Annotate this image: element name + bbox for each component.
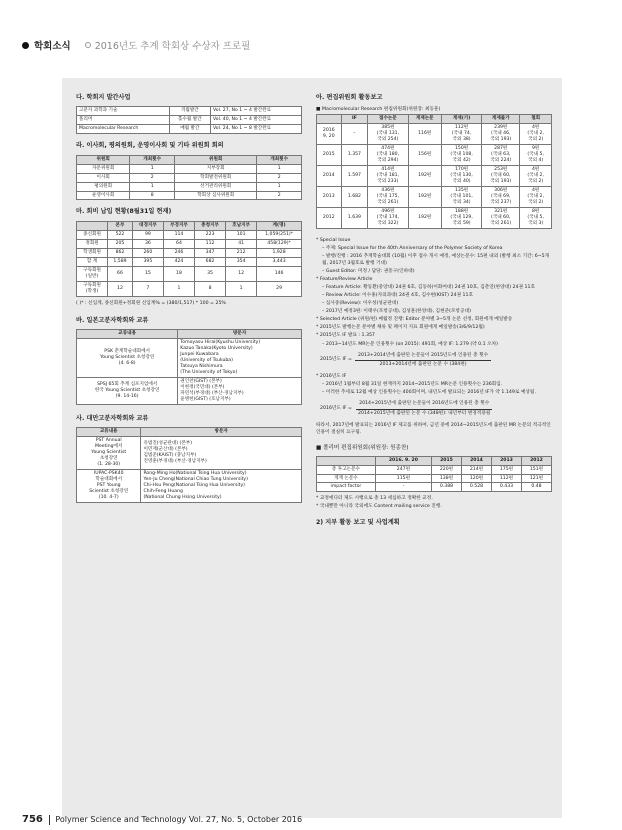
table-cell: 학회발전위원회: [175, 173, 257, 182]
table-cell: 2: [130, 173, 175, 182]
formula-2015: 2015년도 IF = 2013+2014년에 출판된 논문들이 2015년도에 인용된 총 횟수 2013+2014년에 출판된 논문 수 (384편): [320, 352, 552, 370]
notes-1: [316, 237, 552, 348]
note-line: – 2017년 예정3편: 이태우(포항공대), 김성훈(한양대), 김현준(포항공대): [322, 309, 471, 315]
table-header-cell: 방문자: [141, 427, 302, 436]
left-column: [76, 94, 302, 511]
table-cell: 고분자 과학과 기술: [77, 107, 170, 116]
table-taiwan: [76, 427, 302, 503]
table-cell: 150편 (국내 108, 국외 42): [441, 145, 481, 166]
table-row: [77, 469, 302, 502]
heading-dues: 마. 회비 납입 현황(8월31일 현재): [76, 208, 172, 216]
table-cell: 1: [226, 281, 257, 296]
table-cell: 폴리머: [77, 116, 170, 125]
table-cell: 321편 (국내 60, 국외 261): [482, 208, 520, 229]
table-row: [317, 465, 552, 474]
table-header-cell: 철회: [520, 115, 552, 124]
table-dues: [76, 221, 302, 297]
table-cell: 매월 발간: [169, 125, 210, 134]
table-cell: 138편: [431, 474, 461, 483]
editorial-subtitle: ■ Macromolecular Research 편집위원회(위원장: 최동훈): [316, 107, 441, 113]
table-header-cell: 부경지부: [163, 221, 194, 230]
table-cell: 1,059(251)*: [257, 230, 302, 239]
table-header-row: [77, 329, 302, 338]
table-cell: 135편 (국내 101, 국외 34): [441, 187, 481, 208]
table-cell: 1.357: [341, 145, 368, 166]
table-editorial: [316, 114, 552, 229]
note-line: – 2013~14년도 MR논문 인용횟수 (on 2015): 491회, 예상 IF: 1.279 (약 0.1 오차): [322, 341, 499, 347]
formula-2016: 2016년도 IF = 2014+2015년에 출판된 논문들이 2016년도에 인용된 총 횟수 2014+2015년에 출판된 논문 수 (348편): 내년부터 변경적용될: [320, 401, 491, 416]
table-header-cell: 교류내용: [77, 329, 178, 338]
table-cell: 121편: [521, 474, 551, 483]
table-cell: 212: [226, 248, 257, 257]
note-line: * Feature/Review Article: [316, 277, 373, 283]
table-cell: 2016 9, 20: [317, 124, 342, 145]
table-row: [317, 187, 552, 208]
heading-branch: 2) 지부 활동 보고 및 사업계획: [316, 518, 400, 526]
table-row: [77, 266, 302, 281]
table-cell: 246: [163, 248, 194, 257]
note-line: – Guest Editor: 미정 / 담당: 권흥구(인하대): [322, 269, 415, 275]
table-cell: 이사회: [77, 173, 130, 182]
table-row: [77, 116, 302, 125]
table-cell: 36: [132, 239, 163, 248]
table-cell: Vol. 40, No 1 ~ 4 발간완료: [210, 116, 301, 125]
table-cell: 15: [132, 266, 163, 281]
table-cell: 247편: [375, 465, 431, 474]
table-cell: 선거관리위원회: [175, 182, 257, 191]
note-line: – 이러한 추세로 12월 예상 인용횟수는 400회이며, 내년도에 발표되는 2016년 IF가 약 1.149로 예상됨.: [322, 390, 536, 396]
table-cell: 평의원회: [77, 182, 130, 191]
table-row: [77, 377, 302, 404]
table-row: [77, 239, 302, 248]
note-line: * 국내뿐만 아니라 국외에도 Content mailing service 진행.: [316, 504, 442, 510]
table-cell: 522: [108, 230, 133, 239]
table-header-cell: 교류내용: [77, 427, 141, 436]
notes-2: [316, 373, 552, 396]
table-cell: Tomoyasu Hirai(Kyushu University) Kazuo Tanaka(Kyoto University) Junpei Kuwabara (University of Tsukuba) Tatsuya Nishimura (The University of Tokyo): [178, 338, 302, 377]
table-cell: 학생회원: [77, 248, 108, 257]
table-cell: 권인찬(GIST) (본부) 이현정(국민대) (본부) 파민석(부경대) (부산·경남지부) 윤병헌(GIST) (호남지부): [178, 377, 302, 404]
table-cell: 414편 (국내 181, 국외 233): [368, 166, 408, 187]
heading-japan: 바. 일본고분자학회와 교류: [76, 316, 149, 324]
page-header: [22, 38, 250, 52]
table-cell: 347: [195, 248, 226, 257]
table-cell: 1: [130, 164, 175, 173]
table-cell: 1.597: [341, 166, 368, 187]
table-cell: 홀수월 발간: [169, 116, 210, 125]
table-cell: 239편 (국내 46, 국외 193): [482, 124, 520, 145]
table-cell: 2014: [317, 166, 342, 187]
table-cell: 종신회원: [77, 230, 108, 239]
table-cell: 424: [163, 257, 194, 266]
note-line: * 2015년도 발행논문 분야별 체류 및 페이지 지표 회원에게 메일발송(3/6/9/12월): [316, 325, 485, 331]
table-cell: 29: [257, 281, 302, 296]
table-cell: 8: [130, 191, 175, 200]
table-cell: 1: [257, 182, 302, 191]
table-cell: 2015: [317, 145, 342, 166]
table-cell: 1.639: [341, 208, 368, 229]
table-header-cell: 방문자: [178, 329, 302, 338]
table-cell: PSK 춘계학술대회에서 Young Scientist 초청강연 (4. 6-8): [77, 338, 178, 377]
table-header-cell: 개최횟수: [257, 155, 302, 164]
table-cell: 1.682: [341, 187, 368, 208]
table-cell: 1,589: [108, 257, 133, 266]
table-header-cell: IF: [341, 115, 368, 124]
table-cell: 7: [132, 281, 163, 296]
polymer-heading: ■ 폴리머 편집위원회(위원장: 원종찬): [316, 445, 409, 452]
table-cell: 12: [108, 281, 133, 296]
table-cell: Rong-Ming Ho(National Tsing Hua University) Yen-Ju Cheng(National Chiao Tung University) Chi-Hsu Peng(National Tsing Hua University) Chih-Feng Huang (National Chung Hsing University): [141, 469, 302, 502]
table-row: [77, 338, 302, 377]
table-row: [77, 182, 302, 191]
table-cell: 116편: [408, 124, 441, 145]
table-cell: 4편 (국내 2, 국외 2): [520, 166, 552, 187]
table-cell: 게재 논문수: [317, 474, 376, 483]
table-cell: 114: [163, 230, 194, 239]
table-cell: 3,443: [257, 257, 302, 266]
table-row: [77, 257, 302, 266]
table-header-cell: 충청지부: [195, 221, 226, 230]
heading-committee: 라. 이사회, 평의원회, 운영이사회 및 기타 위원회 회의: [76, 142, 224, 150]
table-row: [77, 191, 302, 200]
table-cell: 395: [132, 257, 163, 266]
table-cell: 66: [108, 266, 133, 281]
table-header-row: [77, 427, 302, 436]
table-cell: 35: [195, 266, 226, 281]
table-row: [77, 230, 302, 239]
table-cell: 220편: [431, 465, 461, 474]
journal-info: Polymer Science and Technology Vol. 27, No. 5, October 2016: [55, 815, 303, 824]
table-cell: 112편 (국내 74, 국외 38): [441, 124, 481, 145]
table-cell: 구독회원 (학생): [77, 281, 108, 296]
table-cell: 188편 (국내 129, 국외 59): [441, 208, 481, 229]
table-cell: 0.48: [521, 483, 551, 492]
table-cell: 2013: [317, 187, 342, 208]
table-header-cell: [317, 115, 342, 124]
table-row: [317, 124, 552, 145]
table-cell: 1,928: [257, 248, 302, 257]
table-cell: 1: [130, 182, 175, 191]
table-cell: 학회상 심사위원회: [175, 191, 257, 200]
note-line: * 2015년도 IF 발표 : 1.357: [316, 333, 375, 339]
table-header-cell: [317, 456, 376, 465]
table-cell: 12: [226, 266, 257, 281]
table-row: [77, 436, 302, 469]
table-cell: 4편 (국내 2, 국외 2): [520, 187, 552, 208]
table-publication: [76, 106, 302, 134]
section-subtitle: 2016년도 추계 학회상 수상자 프로필: [94, 41, 251, 52]
table-header-cell: 게재(가): [441, 115, 481, 124]
table-cell: 192편: [408, 208, 441, 229]
table-cell: SPSJ 65회 추계 심포지엄에서 한국 Young Scientist 초청강연 (9. 14-16): [77, 377, 178, 404]
table-cell: 총 투고논문수: [317, 465, 376, 474]
note-line: – Feature Article: 황동환(중앙대) 24권 6호, 김동하(이화여대) 24권 10호, 김춘연(한양대) 24권 11호: [322, 285, 536, 291]
heading-taiwan: 사. 대만고분자학회와 교류: [76, 414, 149, 422]
table-header-cell: 게재논문: [408, 115, 441, 124]
table-header-cell: 2013: [491, 456, 521, 465]
divider: [49, 815, 50, 825]
table-row: [77, 173, 302, 182]
table-cell: 175편: [491, 465, 521, 474]
table-cell: -: [375, 483, 431, 492]
note-line: – 심사중(Review): 이우성(성균관대): [322, 301, 399, 307]
table-cell: 1: [257, 164, 302, 173]
section-title: 학회소식: [34, 41, 71, 52]
table-cell: 192편: [408, 187, 441, 208]
table-cell: 0.388: [431, 483, 461, 492]
table-cell: 2012: [317, 208, 342, 229]
table-cell: 4편 (국내 2, 국외 2): [520, 124, 552, 145]
table-cell: 지부장회: [175, 164, 257, 173]
table-cell: 115편: [375, 474, 431, 483]
table-cell: 64: [163, 239, 194, 248]
table-header-cell: 위원회: [77, 155, 130, 164]
table-cell: impact factor: [317, 483, 376, 492]
table-header-row: [77, 221, 302, 230]
table-cell: IUPAC-PSK40 학술대회에서 PST Young Scientist 초청강연 (10. 4-7): [77, 469, 141, 502]
table-row: [77, 281, 302, 296]
table-cell: 205: [108, 239, 133, 248]
note-line: – 주제: Special Issue for the 40th Anniversary of the Polymer Society of Korea: [322, 245, 503, 251]
table-header-cell: 2012: [521, 456, 551, 465]
table-header-cell: [77, 221, 108, 230]
table-cell: 18: [163, 266, 194, 281]
table-cell: 41: [226, 239, 257, 248]
circle-icon: [85, 42, 91, 48]
table-committee: [76, 155, 302, 201]
table-cell: 260: [132, 248, 163, 257]
table-cell: 8: [195, 281, 226, 296]
table-cell: 99: [132, 230, 163, 239]
table-cell: Vol. 27, No 1 ~ 4 발간완료: [210, 107, 301, 116]
table-cell: 458(129)*: [257, 239, 302, 248]
table-cell: 101: [226, 230, 257, 239]
bullet-icon: [22, 42, 29, 49]
table-cell: 자문위원회: [77, 164, 130, 173]
table-cell: 112: [195, 239, 226, 248]
dues-note: ( )* : 신입계, 종신회원+정회원 신입계% = (380/1,517) * 100 = 25%: [76, 300, 226, 306]
table-header-cell: 본부: [108, 221, 133, 230]
conclusion-paragraph: 따라서, 2017년에 발표되는 2016년 IF 제고를 위하여, 금년 중에 2014~2015년도에 출판된 MR 논문의 적극적인 인용이 절실히 요구됨.: [316, 423, 551, 436]
table-cell: 306편 (국내 69, 국외 237): [482, 187, 520, 208]
table-cell: 156편: [408, 145, 441, 166]
table-row: [317, 208, 552, 229]
table-header-cell: 위원회: [175, 155, 257, 164]
table-cell: 정회원: [77, 239, 108, 248]
table-cell: 253편 (국내 60, 국외 193): [482, 166, 520, 187]
table-cell: 146: [257, 266, 302, 281]
table-japan: [76, 329, 302, 405]
table-cell: 2: [257, 173, 302, 182]
table-cell: 214편: [461, 465, 491, 474]
table-header-cell: 계(명): [257, 221, 302, 230]
table-row: [77, 248, 302, 257]
note-line: * Selected Article (위원/편) 매월정 진행: Editor 분야별 3~5개 논문 선정, 회원에게 메일발송: [316, 317, 513, 323]
table-cell: 0.528: [461, 483, 491, 492]
table-cell: 354: [226, 257, 257, 266]
table-cell: 287편 (국내 63, 국외 224): [482, 145, 520, 166]
table-cell: 2: [257, 191, 302, 200]
table-row: [317, 145, 552, 166]
table-cell: 격월발간: [169, 107, 210, 116]
table-row: [77, 107, 302, 116]
note-line: – 발행/진행 : 2016 추계학술대회 (10월) 이후 접수 개시 예정, 예상논문수: 15편 내외 (발행 최소 기간: 6~5개월, 2017년 3월호로 발행 기대): [322, 254, 550, 267]
table-cell: 682: [195, 257, 226, 266]
table-cell: 170편 (국내 130, 국외 40): [441, 166, 481, 187]
table-cell: 112편: [491, 474, 521, 483]
table-cell: 436편 (국내 175, 국외 261): [368, 187, 408, 208]
page-number: 756: [22, 814, 43, 825]
table-cell: 구독회원 (일반): [77, 266, 108, 281]
table-cell: Vol. 24, No 1 ~ 8 발간완료: [210, 125, 301, 134]
note-line: – 2016년 1월부터 8월 31일 현재까지 2014~2015년도 MR논문 인용횟수는 236회임.: [322, 382, 503, 388]
table-header-cell: 2015: [431, 456, 461, 465]
table-cell: 496편 (국내 174, 국외 322): [368, 208, 408, 229]
table-header-row: [317, 115, 552, 124]
table-cell: 합 계: [77, 257, 108, 266]
heading-publication: 다. 학회지 발간사업: [76, 94, 131, 101]
table-row: [77, 125, 302, 134]
table-cell: 862: [108, 248, 133, 257]
table-cell: –: [341, 124, 368, 145]
table-cell: 385편 (국내 131, 국외 254): [368, 124, 408, 145]
right-column: [316, 94, 552, 531]
table-cell: 151편: [521, 465, 551, 474]
table-cell: 223: [195, 230, 226, 239]
table-polymer: [316, 456, 552, 493]
table-cell: 유범진(성균관대) (본부) 이민재(군산대) (본부) 김범준(KAIST) (충남지부) 진영훈(부경대) (부산·경남지부): [141, 436, 302, 469]
note-line: * Special Issue: [316, 237, 351, 243]
table-cell: 0.433: [491, 483, 521, 492]
table-cell: 474편 (국내 180, 국외 294): [368, 145, 408, 166]
table-header-row: [317, 456, 552, 465]
table-header-cell: 호남지부: [226, 221, 257, 230]
table-header-cell: 개최횟수: [130, 155, 175, 164]
table-header-cell: 접수논문: [368, 115, 408, 124]
table-cell: PST Annual Meeting에서 Young Scientist 초청강연 (1. 28-30): [77, 436, 141, 469]
table-cell: 1: [163, 281, 194, 296]
table-row: [77, 164, 302, 173]
table-header-cell: 2014: [461, 456, 491, 465]
table-cell: 9편 (국내 5, 국외 4): [520, 145, 552, 166]
table-row: [317, 483, 552, 492]
table-header-cell: 게재불가: [482, 115, 520, 124]
table-cell: Macromolecular Research: [77, 125, 170, 134]
note-line: * 교정에디터 제도 시행으로 총 13 세심하고 정확한 교정.: [316, 496, 433, 502]
page-footer: [22, 814, 302, 825]
heading-editorial: 아. 편집위원회 활동보고: [316, 94, 383, 101]
table-cell: 운영이사회: [77, 191, 130, 200]
note-line: * 2016년도 IF: [316, 374, 347, 380]
table-cell: 8편 (국내 5, 국외 3): [520, 208, 552, 229]
table-header-row: [77, 155, 302, 164]
table-row: [317, 166, 552, 187]
table-cell: 120편: [461, 474, 491, 483]
table-header-cell: 대경지부: [132, 221, 163, 230]
table-header-cell: 2016. 9. 20: [375, 456, 431, 465]
table-cell: 192편: [408, 166, 441, 187]
note-line: – Review Article: 이수홍(자의과대) 24권 4호, 김수현(KIST) 24권 11호: [322, 293, 473, 299]
polymer-notes: [316, 495, 552, 510]
table-row: [317, 474, 552, 483]
